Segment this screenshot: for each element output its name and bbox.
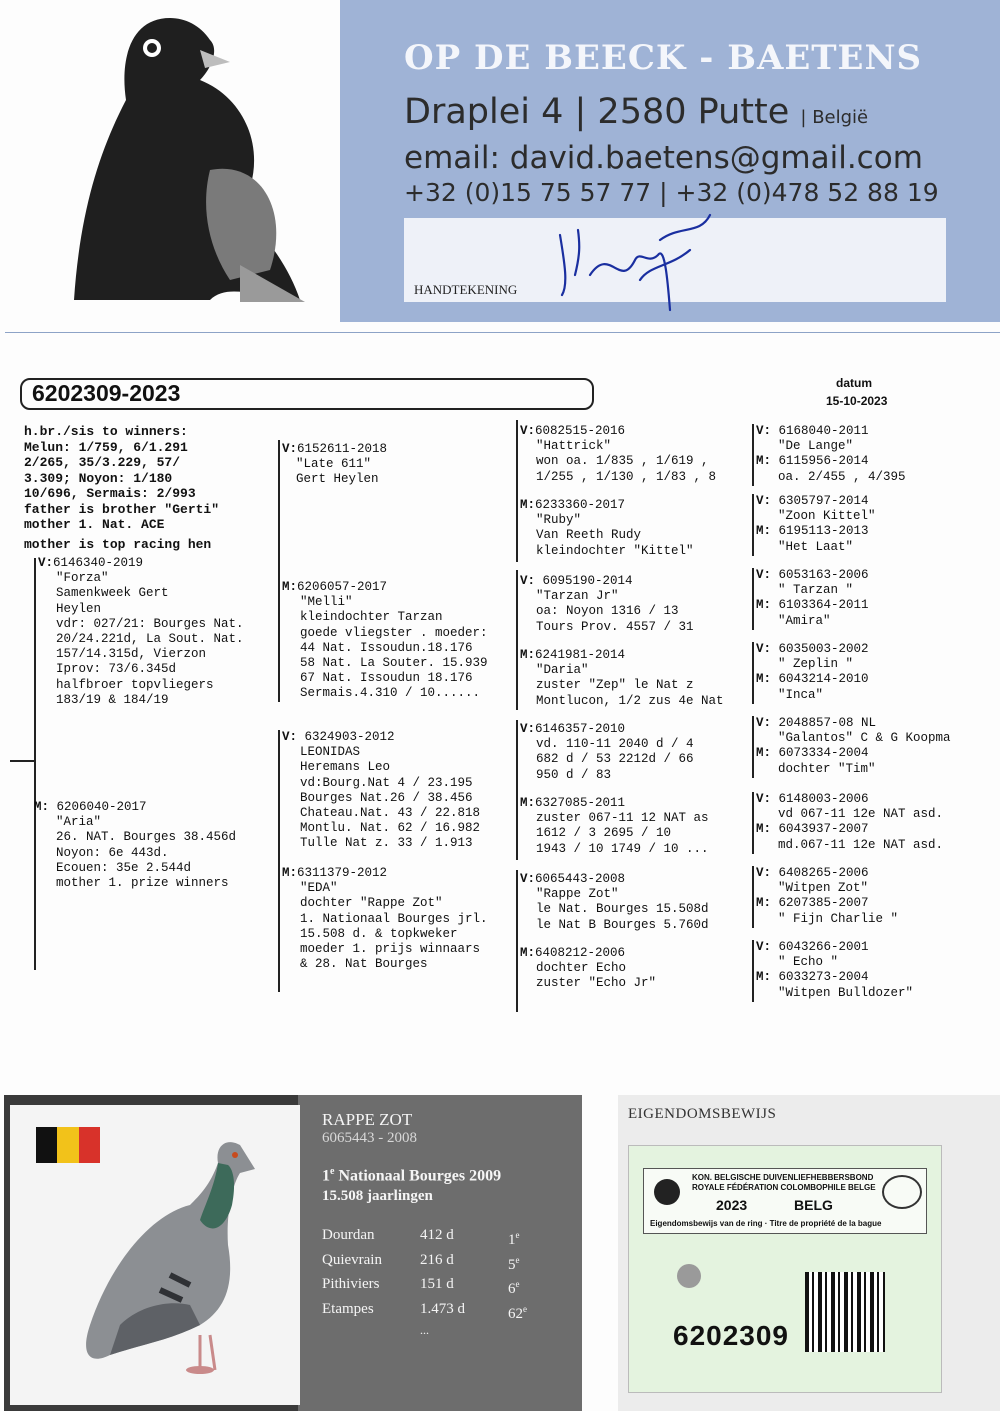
gen4-dam-ring: 6115956-2014 — [778, 454, 869, 469]
gen3-entry — [520, 424, 716, 485]
card-hole — [677, 1264, 701, 1288]
breeder-phone: +32 (0)15 75 57 77 | +32 (0)478 52 88 19 — [404, 178, 939, 207]
gen2-line: Heremans Leo — [300, 760, 391, 775]
gen4-bracket — [752, 494, 754, 556]
gen3-line: Tours Prov. 4557 / 31 — [536, 619, 694, 634]
gen4-dam-line: oa. 2/455 , 4/395 — [778, 469, 906, 484]
gen3-line: Van Reeth Rudy — [536, 528, 642, 543]
gen4-entry — [756, 940, 913, 1001]
gen4-bracket — [752, 642, 754, 704]
card-country: BELG — [794, 1197, 833, 1213]
gen3-line: "Hattrick" — [536, 439, 612, 454]
gen4-sire-ring: 6035003-2002 — [778, 642, 869, 656]
gen3-entry — [520, 872, 709, 933]
sire-label: V: — [520, 424, 536, 438]
gen2-ring: 6324903-2012 — [304, 730, 395, 744]
gen4-entry — [756, 866, 898, 927]
gen4-entry — [756, 716, 951, 777]
breeder-name: OP DE BEECK - BAETENS — [404, 38, 923, 78]
breeder-email: email: david.baetens@gmail.com — [404, 140, 923, 176]
result-row — [322, 1300, 527, 1325]
gen2-line: vd:Bourg.Nat 4 / 23.195 — [300, 775, 473, 790]
result-distance: 412 d — [420, 1227, 454, 1243]
dam-label: M: — [520, 796, 536, 810]
note-line: mother is top racing hen — [24, 536, 212, 552]
gen2-ring: 6206057-2017 — [297, 580, 388, 594]
result-distance: 216 d — [420, 1251, 454, 1268]
results-table — [322, 1226, 527, 1336]
gen4-dam-line: "Witpen Bulldozer" — [778, 985, 914, 1000]
gen3-bracket — [516, 870, 518, 1012]
gen4-sire-line: " Tarzan " — [778, 583, 854, 598]
gen3-line: "Rappe Zot" — [536, 887, 619, 902]
sire-label: V: — [520, 574, 536, 588]
pigeon-notes — [24, 424, 274, 552]
gen2-line: "EDA" — [300, 881, 338, 896]
father-line: 157/14.315d, Vierzon — [56, 647, 207, 662]
gen4-dam-line: "Amira" — [778, 613, 831, 628]
gen2-line: 58 Nat. La Souter. 15.939 — [300, 656, 488, 671]
gen4-entry — [756, 792, 943, 853]
dam-label: M: — [756, 672, 772, 687]
gen2-line: & 28. Nat Bourges — [300, 957, 428, 972]
note-line: 3.309; Noyon: 1/180 — [24, 470, 173, 486]
qr-code — [805, 1272, 885, 1352]
sire-label: V: — [756, 494, 772, 508]
gen3-line: won oa. 1/835 , 1/619 , — [536, 454, 709, 469]
gen4-bracket — [752, 866, 754, 928]
featured-name: RAPPE ZOT — [322, 1110, 413, 1129]
sire-label: V: — [756, 792, 772, 806]
gen2-bracket — [278, 730, 280, 992]
result-place: Quievrain — [322, 1251, 382, 1268]
gen2-entry — [282, 442, 387, 488]
father-line: 20/24.221d, La Sout. Nat. — [56, 632, 244, 647]
result-distance: 151 d — [420, 1276, 454, 1292]
sire-label: V: — [756, 568, 772, 582]
gen4-dam-ring: 6195113-2013 — [778, 524, 869, 539]
sire-label: V: — [520, 722, 536, 736]
gen2-ring: 6311379-2012 — [297, 866, 388, 880]
address-text: Draplei 4 | 2580 Putte — [404, 92, 790, 132]
result-row — [322, 1251, 527, 1276]
gen2-line: 15.508 d. & topkweker — [300, 926, 458, 941]
gen3-entry — [520, 722, 694, 783]
mother-line: Noyon: 6e 443d. — [56, 845, 169, 860]
gen4-sire-line: "De Lange" — [778, 439, 854, 454]
dam-label: M: — [520, 648, 536, 662]
result-row — [322, 1226, 527, 1251]
gen4-sire-line: "Galantos" C & G Koopma — [778, 731, 951, 746]
gen4-dam-line: " Fijn Charlie " — [778, 911, 899, 926]
gen3-ring: 6146357-2010 — [535, 722, 626, 736]
gen2-line: dochter "Rappe Zot" — [300, 896, 443, 911]
gen4-sire-line: "Zoon Kittel" — [778, 509, 876, 524]
title-number: 1 — [322, 1167, 330, 1185]
gen3-ring: 6408212-2006 — [535, 946, 626, 960]
father-line: 183/19 & 184/19 — [56, 692, 169, 707]
result-position: 1e — [508, 1230, 520, 1248]
father-line: halfbroer topvliegers — [56, 677, 214, 692]
gen3-line: "Tarzan Jr" — [536, 589, 619, 604]
gen4-sire-line: " Zeplin " — [778, 657, 854, 672]
dam-label: M: — [520, 498, 536, 512]
parents-bracket — [34, 558, 36, 970]
gen3-entry — [520, 574, 694, 635]
gen4-sire-ring: 6053163-2006 — [778, 568, 869, 582]
gen2-line: moeder 1. prijs winnaars — [300, 942, 481, 957]
header-logo — [60, 10, 320, 310]
dam-label: M: — [756, 746, 772, 761]
father-line: Heylen — [56, 601, 102, 616]
featured-subtitle: 15.508 jaarlingen — [322, 1188, 433, 1204]
gen4-dam-ring: 6033273-2004 — [778, 970, 869, 985]
gen3-line: 1/255 , 1/130 , 1/83 , 8 — [536, 469, 717, 484]
gen3-line: "Daria" — [536, 663, 589, 678]
result-position: 62e — [508, 1303, 527, 1322]
result-distance: 1.473 d — [420, 1300, 465, 1317]
note-line: mother 1. Nat. ACE — [24, 517, 165, 532]
gen2-line: Bourges Nat.26 / 38.456 — [300, 790, 473, 805]
featured-title — [322, 1166, 501, 1185]
gen4-sire-line: " Echo " — [778, 955, 839, 970]
father-line: "Forza" — [56, 571, 109, 586]
gen3-ring: 6082515-2016 — [535, 424, 626, 438]
father-line: Iprov: 73/6.345d — [56, 662, 177, 677]
date-label: datum — [836, 376, 872, 390]
gen4-entry — [756, 642, 869, 703]
gen4-sire-line: "Witpen Zot" — [778, 881, 869, 896]
gen4-dam-ring: 6043214-2010 — [778, 672, 869, 687]
gen4-bracket — [752, 940, 754, 1002]
gen2-entry — [282, 866, 488, 972]
sire-label: V: — [282, 730, 298, 744]
gen3-ring: 6241981-2014 — [535, 648, 626, 662]
pigeon-image — [50, 1125, 290, 1405]
gen4-sire-ring: 6408265-2006 — [778, 866, 869, 880]
gen4-bracket — [752, 424, 754, 486]
gen3-line: vd. 110-11 2040 d / 4 — [536, 737, 694, 752]
father-entry — [38, 556, 244, 708]
sire-label: V: — [38, 556, 54, 570]
title-rest: Nationaal Bourges 2009 — [334, 1167, 502, 1185]
gen3-ring: 6095190-2014 — [542, 574, 633, 588]
gen3-line: 1612 / 3 2695 / 10 — [536, 826, 672, 841]
result-place: Pithiviers — [322, 1276, 380, 1292]
signature-label: HANDTEKENING — [414, 282, 518, 297]
mother-line: "Aria" — [56, 815, 102, 830]
note-line: Melun: 1/759, 6/1.291 — [24, 439, 188, 455]
gen3-line: zuster "Zep" le Nat z — [536, 678, 694, 693]
header-divider — [5, 332, 1000, 333]
dam-label: M: — [756, 524, 772, 539]
gen3-line: kleindochter "Kittel" — [536, 543, 694, 558]
kbdb-logo-icon — [654, 1179, 680, 1205]
gen4-sire-line: vd 067-11 12e NAT asd. — [778, 807, 944, 822]
dam-label: M: — [282, 580, 298, 594]
dam-label: M: — [756, 970, 772, 985]
gen3-line: 682 d / 53 2212d / 66 — [536, 752, 694, 767]
gen3-line: zuster "Echo Jr" — [536, 976, 657, 991]
gen4-dam-line: "Inca" — [778, 687, 824, 702]
gen3-line: dochter Echo — [536, 961, 627, 976]
gen4-dam-line: md.067-11 12e NAT asd. — [778, 837, 944, 852]
result-position: 5e — [508, 1254, 520, 1273]
gen4-sire-ring: 6043266-2001 — [778, 940, 869, 954]
gen2-line: "Late 611" — [296, 457, 372, 472]
gen4-entry — [756, 424, 906, 485]
gen3-entry — [520, 946, 656, 992]
gen2-line: kleindochter Tarzan — [300, 610, 443, 625]
father-ring: 6146340-2019 — [53, 556, 144, 570]
card-org-fr: ROYALE FÉDÉRATION COLOMBOPHILE BELGE — [692, 1183, 876, 1192]
gen3-entry — [520, 498, 694, 559]
gen3-ring: 6233360-2017 — [535, 498, 626, 512]
title-sup: e — [330, 1166, 335, 1177]
card-subtitle: Eigendomsbewijs van de ring · Titre de propriété de la bague — [650, 1219, 882, 1228]
gen2-line: Sermais.4.310 / 10...... — [300, 686, 481, 701]
gen3-bracket — [516, 420, 518, 562]
mother-line: mother 1. prize winners — [56, 876, 229, 891]
gen3-line: le Nat. Bourges 15.508d — [536, 902, 709, 917]
gen4-sire-ring: 6168040-2011 — [778, 424, 869, 438]
gen4-sire-ring: 6148003-2006 — [778, 792, 869, 806]
ownership-label: EIGENDOMSBEWIJS — [628, 1106, 777, 1122]
card-year: 2023 — [716, 1197, 748, 1213]
sire-label: V: — [756, 866, 772, 880]
gen4-sire-ring: 6305797-2014 — [778, 494, 869, 508]
dam-label: M: — [282, 866, 298, 880]
dam-label: M: — [756, 598, 772, 613]
results-ellipsis: ... — [420, 1323, 429, 1337]
gen2-line: Gert Heylen — [296, 472, 379, 487]
signature — [540, 205, 720, 325]
gen3-line: zuster 067-11 12 NAT as — [536, 811, 709, 826]
sire-label: V: — [756, 424, 772, 438]
ring-number: 6202309-2023 — [32, 380, 181, 406]
gen2-line: 67 Nat. Issoudun 18.176 — [300, 671, 473, 686]
sire-label: V: — [520, 872, 536, 886]
gen2-line: Tulle Nat z. 33 / 1.913 — [300, 836, 473, 851]
gen4-bracket — [752, 792, 754, 854]
gen3-line: 950 d / 83 — [536, 767, 612, 782]
dam-label: M: — [756, 454, 772, 469]
gen3-entry — [520, 796, 709, 857]
gen4-bracket — [752, 568, 754, 630]
card-header — [643, 1168, 927, 1234]
gen3-line: Montlucon, 1/2 zus 4e Nat — [536, 693, 724, 708]
gen2-line: goede vliegster . moeder: — [300, 625, 488, 640]
dam-label: M: — [34, 800, 50, 814]
gen4-dam-ring: 6103364-2011 — [778, 598, 869, 613]
country-text: | België — [800, 107, 869, 128]
date-value: 15-10-2023 — [826, 394, 888, 408]
gen4-sire-ring: 2048857-08 NL — [778, 716, 877, 730]
parents-bracket-tick — [10, 760, 34, 762]
note-line: h.br./sis to winners: — [24, 424, 188, 439]
father-line: vdr: 027/21: Bourges Nat. — [56, 616, 244, 631]
gen3-ring: 6065443-2008 — [535, 872, 626, 886]
gen3-line: le Nat B Bourges 5.760d — [536, 917, 709, 932]
note-line: 2/265, 35/3.229, 57/ — [24, 455, 181, 470]
featured-pigeon-photo — [10, 1105, 300, 1405]
gen4-dam-ring: 6073334-2004 — [778, 746, 869, 761]
gen4-dam-ring: 6207385-2007 — [778, 896, 869, 911]
result-position: 6e — [508, 1279, 520, 1297]
sire-label: V: — [756, 642, 772, 656]
gen3-bracket — [516, 570, 518, 710]
gen2-line: 44 Nat. Issoudun.18.176 — [300, 640, 473, 655]
gen3-bracket — [516, 720, 518, 860]
note-line: 10/696, Sermais: 2/993 — [24, 486, 196, 501]
gen2-line: "Melli" — [300, 595, 353, 610]
gen3-ring: 6327085-2011 — [535, 796, 626, 810]
dam-label: M: — [520, 946, 536, 960]
gen3-entry — [520, 648, 724, 709]
result-row — [322, 1275, 527, 1300]
gen2-ring: 6152611-2018 — [297, 442, 388, 456]
gen2-line: LEONIDAS — [300, 745, 361, 760]
sire-label: V: — [756, 716, 772, 730]
mother-line: 26. NAT. Bourges 38.456d — [56, 830, 237, 845]
card-org-nl: KON. BELGISCHE DUIVENLIEFHEBBERSBOND — [692, 1173, 874, 1182]
dam-label: M: — [756, 896, 772, 911]
gen4-dam-line: dochter "Tim" — [778, 761, 876, 776]
result-place: Etampes — [322, 1300, 374, 1317]
gen4-bracket — [752, 716, 754, 778]
gen4-entry — [756, 494, 876, 555]
gen2-line: Montlu. Nat. 62 / 16.982 — [300, 821, 481, 836]
gen4-entry — [756, 568, 869, 629]
gen2-line: Chateau.Nat. 43 / 22.818 — [300, 806, 481, 821]
breeder-address — [404, 92, 868, 132]
gen3-line: "Ruby" — [536, 513, 582, 528]
sire-label: V: — [756, 940, 772, 954]
note-line: father is brother "Gerti" — [24, 501, 220, 517]
ownership-card — [628, 1145, 942, 1393]
mother-line: Ecouen: 35e 2.544d — [56, 860, 192, 875]
sire-label: V: — [282, 442, 298, 456]
gen2-line: 1. Nationaal Bourges jrl. — [300, 911, 488, 926]
dam-label: M: — [756, 822, 772, 837]
result-place: Dourdan — [322, 1227, 375, 1243]
mother-entry — [34, 800, 236, 891]
gen3-line: 1943 / 10 1749 / 10 ... — [536, 841, 709, 856]
gen4-dam-line: "Het Laat" — [778, 539, 854, 554]
card-number: 6202309 — [673, 1320, 790, 1351]
mother-ring: 6206040-2017 — [56, 800, 147, 814]
rfcb-logo-icon — [882, 1175, 922, 1209]
gen4-dam-ring: 6043937-2007 — [778, 822, 869, 837]
father-line: Samenkweek Gert — [56, 586, 169, 601]
featured-ring: 6065443 - 2008 — [322, 1130, 417, 1146]
gen3-line: oa: Noyon 1316 / 13 — [536, 604, 679, 619]
gen2-bracket — [278, 440, 280, 702]
gen2-entry — [282, 580, 488, 702]
gen2-entry — [282, 730, 480, 852]
